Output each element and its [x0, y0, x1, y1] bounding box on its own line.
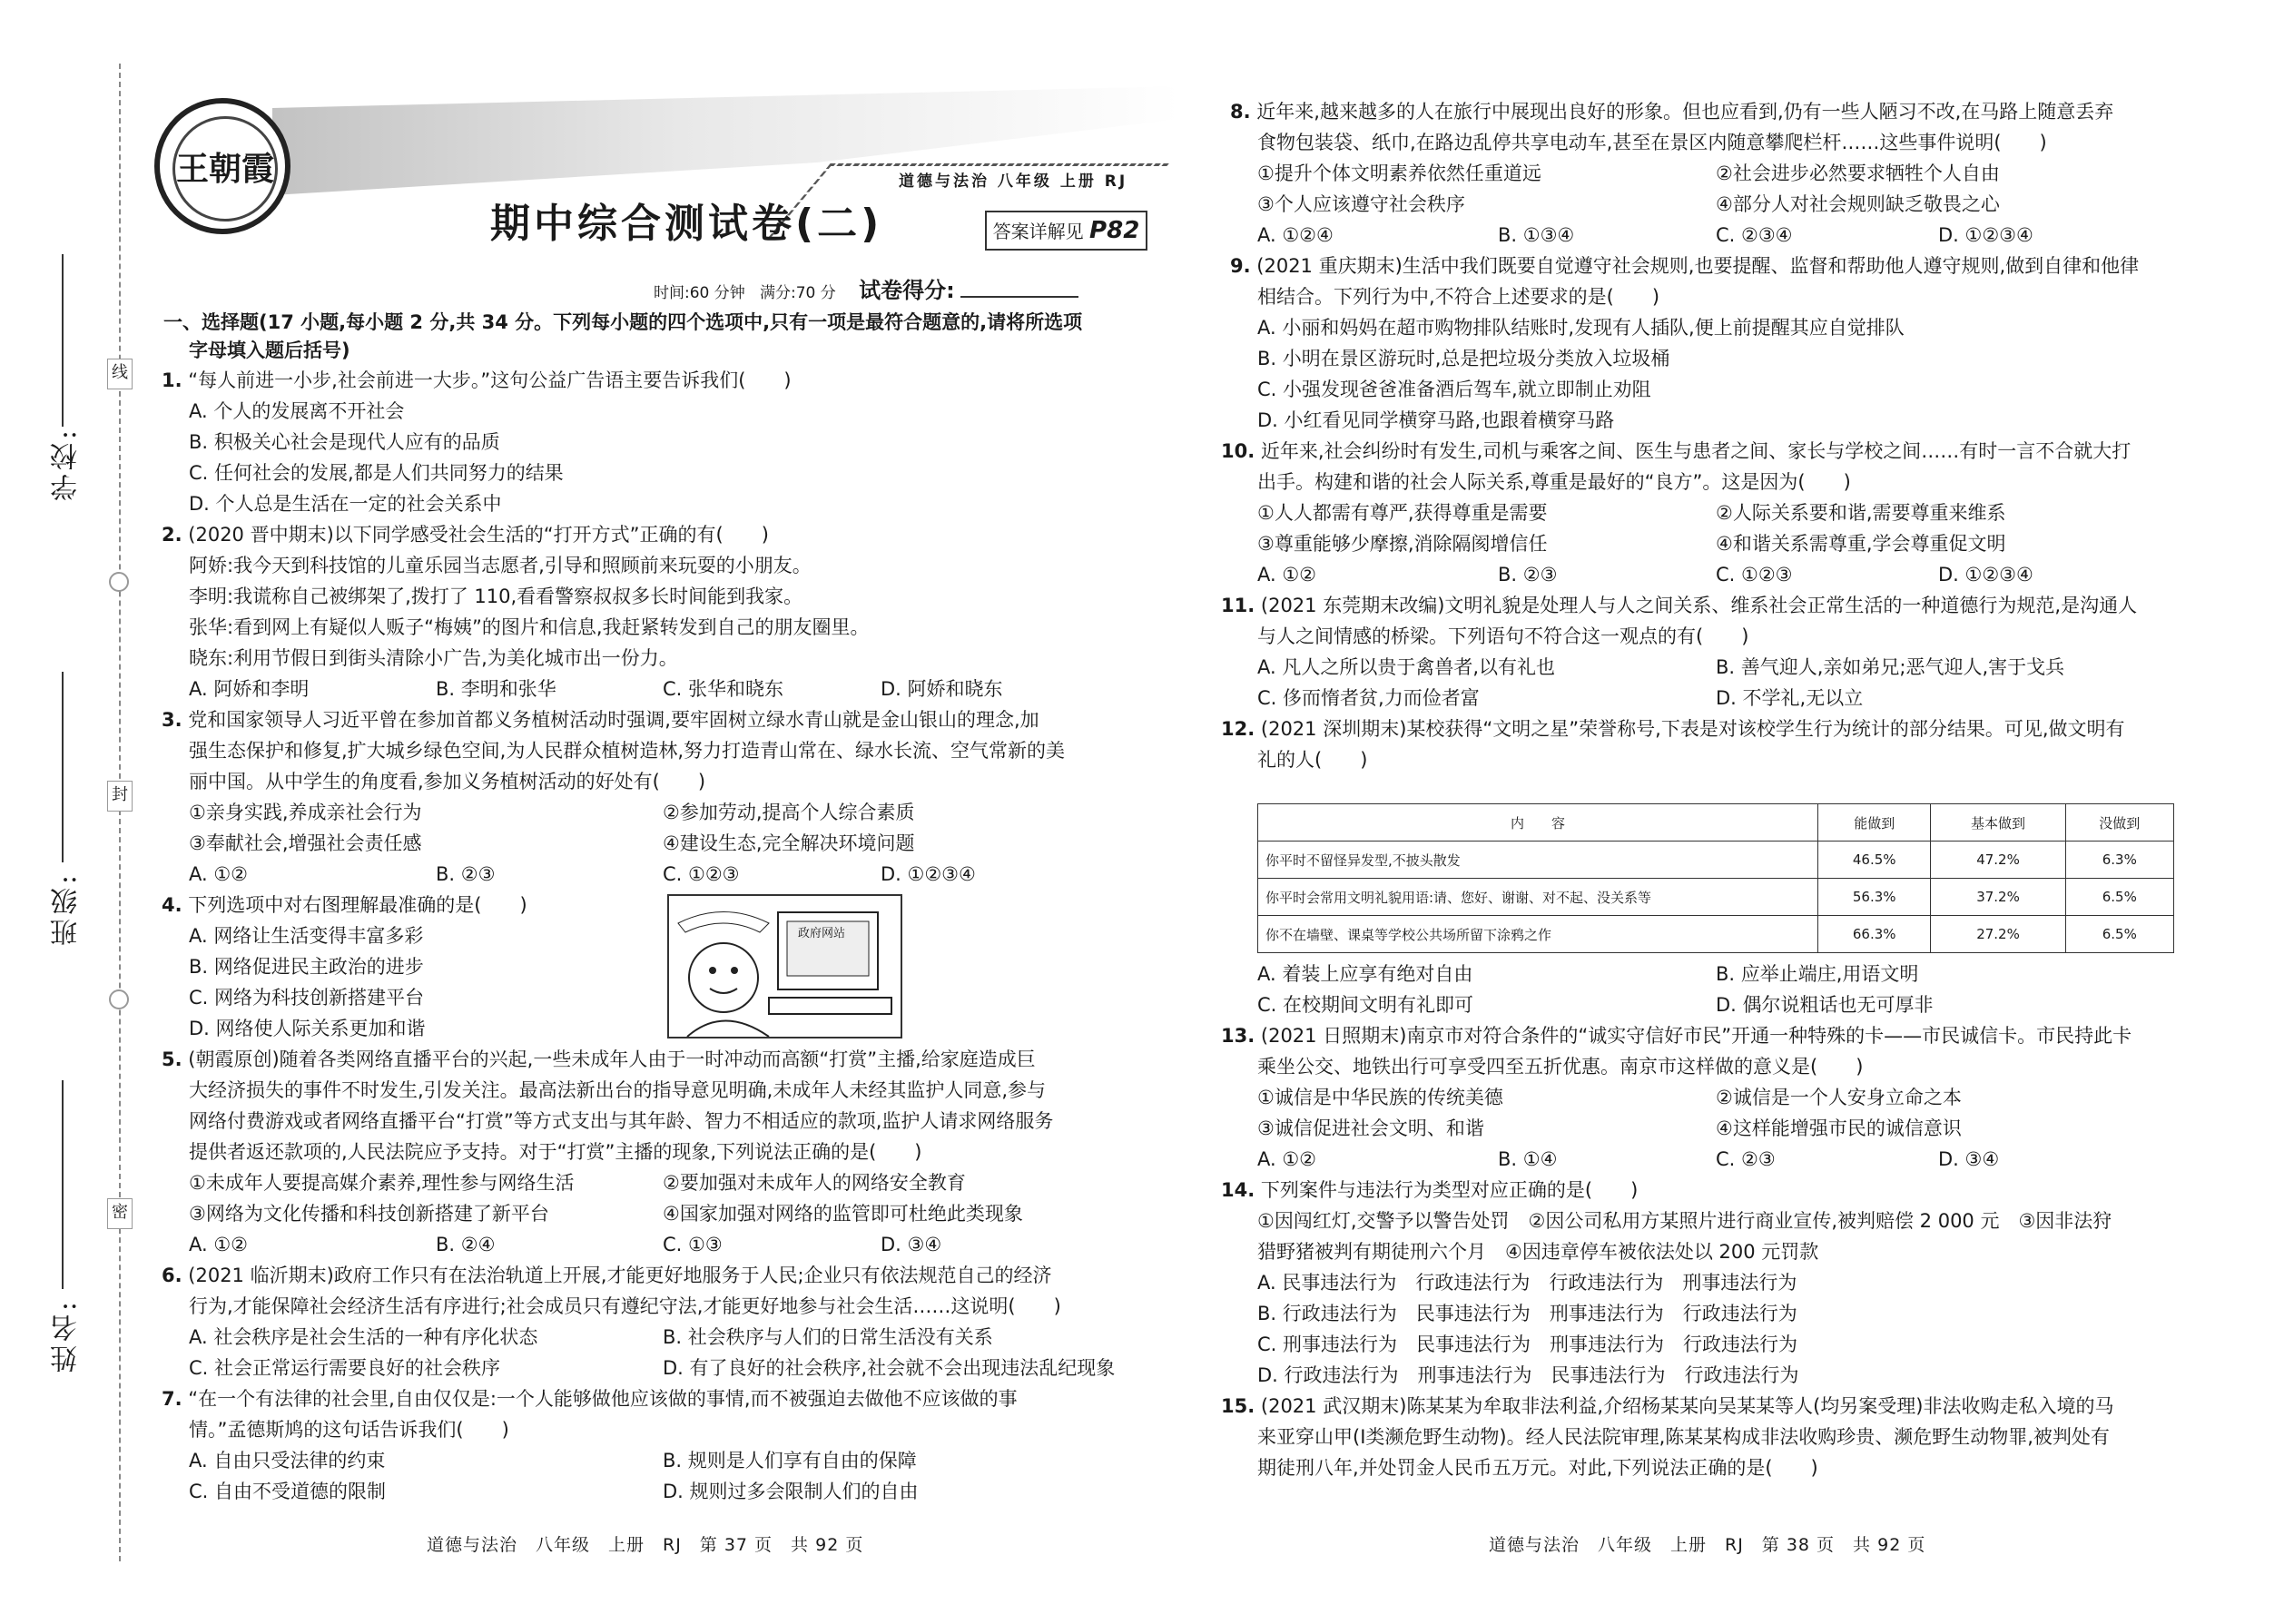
option-a: A. 阿娇和李明: [189, 678, 310, 700]
statement-1: ①人人都需有尊严,获得尊重是需要: [1257, 502, 1548, 524]
question-4: 4. 下列选项中对右图理解最准确的是( ): [162, 894, 527, 916]
class-field[interactable]: [62, 672, 64, 862]
option-a: A. ①②: [1257, 564, 1316, 586]
brand-logo: 王朝霞: [154, 98, 290, 234]
option-c: C. 自由不受道德的限制: [189, 1481, 387, 1502]
text-line: 出手。构建和谐的社会人际关系,尊重是最好的“良方”。这是因为( ): [1257, 471, 1851, 493]
option-a: A. 民事违法行为 行政违法行为 行政违法行为 刑事违法行为: [1257, 1272, 1797, 1294]
question-15: 15. (2021 武汉期末)陈某某为牟取非法利益,介绍杨某某向吴某某等人(均另案受理)非法收购走私入境的马: [1221, 1395, 2114, 1417]
option-c: C. 小强发现爸爸准备酒后驾车,就立即制止劝阻: [1257, 379, 1651, 400]
text-line: 相结合。下列行为中,不符合上述要求的是( ): [1257, 286, 1660, 308]
option-b: B. 小明在景区游玩时,总是把垃圾分类放入垃圾桶: [1257, 348, 1670, 369]
text-line: 李明:我谎称自己被绑架了,拨打了 110,看看警察叔叔多长时间能到我家。: [189, 586, 803, 607]
statement-2: ②人际关系要和谐,需要尊重来维系: [1716, 502, 2006, 524]
page-footer-left: 道德与法治 八年级 上册 RJ 第 37 页 共 92 页: [427, 1535, 864, 1555]
text-line: 晓东:利用节假日到街头清除小广告,为美化城市出一份力。: [189, 647, 678, 669]
option-a: A. 个人的发展离不开社会: [189, 400, 405, 422]
option-b: B. 应举止端庄,用语文明: [1716, 963, 1919, 985]
option-c: C. ②③④: [1716, 224, 1793, 246]
statement-2: ②社会进步必然要求牺牲个人自由: [1716, 162, 2000, 184]
option-b: B. ②③: [436, 863, 496, 885]
text-line: 期徒刑八年,并处罚金人民币五万元。对此,下列说法正确的是( ): [1257, 1457, 1818, 1479]
page-footer-right: 道德与法治 八年级 上册 RJ 第 38 页 共 92 页: [1489, 1535, 1926, 1555]
binding-ring-icon: [109, 989, 129, 1009]
statement-4: ④这样能增强市民的诚信意识: [1716, 1117, 1962, 1139]
text-line: 礼的人( ): [1257, 749, 1368, 771]
text-line: 阿娇:我今天到科技馆的儿童乐园当志愿者,引导和照顾前来玩耍的小朋友。: [189, 555, 812, 576]
seal-char-xian: 线: [107, 359, 133, 389]
text-line: 网络付费游戏或者网络直播平台“打赏”等方式支出与其年龄、智力不相适应的款项,监护人请求网络服务: [189, 1110, 1054, 1132]
option-c: C. 张华和晓东: [663, 678, 784, 700]
text-line: 来亚穿山甲(Ⅰ类濒危野生动物)。经人民法院审理,陈某某构成非法收购珍贵、濒危野生动物罪,被判处有: [1257, 1426, 2110, 1448]
option-a: A. 网络让生活变得丰富多彩: [189, 925, 424, 947]
page-title: 期中综合测试卷(二): [490, 201, 883, 247]
option-b: B. 行政违法行为 民事违法行为 刑事违法行为 行政违法行为: [1257, 1303, 1797, 1324]
name-field[interactable]: [62, 1080, 64, 1289]
option-c: C. 网络为科技创新搭建平台: [189, 987, 425, 1009]
option-c: C. 侈而惰者贫,力而俭者富: [1257, 687, 1480, 709]
option-b: B. ②③: [1498, 564, 1558, 586]
statement-1: ①提升个体文明素养依然任重道远: [1257, 162, 1541, 184]
statement-4: ④国家加强对网络的监管即可杜绝此类现象: [663, 1203, 1023, 1225]
question-5: 5. (朝霞原创)随着各类网络直播平台的兴起,一些未成年人由于一时冲动而高额“打赏”主播,给家庭造成巨: [162, 1048, 1036, 1070]
option-a: A. 小丽和妈妈在超市购物排队结账时,发现有人插队,便上前提醒其应自觉排队: [1257, 317, 1905, 339]
question-2: 2. (2020 晋中期末)以下同学感受社会生活的“打开方式”正确的有( ): [162, 524, 769, 546]
option-c: C. 任何社会的发展,都是人们共同努力的结果: [189, 462, 564, 484]
option-b: B. 李明和张华: [436, 678, 556, 700]
school-field[interactable]: [62, 254, 64, 427]
text-line: 猎野猪被判有期徒刑六个月 ④因违章停车被依法处以 200 元罚款: [1257, 1241, 1819, 1263]
binding-ring-icon: [109, 572, 129, 592]
statement-3: ③网络为文化传播和科技创新搭建了新平台: [189, 1203, 549, 1225]
school-label: 学校:: [51, 427, 83, 502]
question-8: 8. 近年来,越来越多的人在旅行中展现出良好的形象。但也应看到,仍有一些人陋习不改,在马路上随意丢弃: [1230, 101, 2114, 123]
statement-3: ③尊重能够少摩擦,消除隔阂增信任: [1257, 533, 1548, 555]
option-d: D. ①②③④: [1938, 564, 2033, 586]
text-line: 强生态保护和修复,扩大城乡绿色空间,为人民群众植树造林,努力打造青山常在、绿水长流、空气常新的美: [189, 740, 1066, 762]
statement-1: ①未成年人要提高媒介素养,理性参与网络生活: [189, 1172, 575, 1194]
text-line: 丽中国。从中学生的角度看,参加义务植树活动的好处有( ): [189, 771, 706, 792]
statement-2: ②参加劳动,提高个人综合素质: [663, 802, 915, 823]
option-d: D. 小红看见同学横穿马路,也跟着横穿马路: [1257, 409, 1615, 431]
answer-reference: 答案详解见 P82: [985, 211, 1147, 251]
seal-char-feng: 封: [107, 781, 133, 812]
option-b: B. 规则是人们享有自由的保障: [663, 1450, 917, 1471]
option-a: A. 社会秩序是社会生活的一种有序化状态: [189, 1326, 538, 1348]
option-d: D. ③④: [1938, 1148, 2000, 1170]
option-a: A. ①②④: [1257, 224, 1334, 246]
option-b: B. 社会秩序与人们的日常生活没有关系: [663, 1326, 993, 1348]
option-c: C. 社会正常运行需要良好的社会秩序: [189, 1357, 501, 1379]
name-label: 姓名:: [51, 1298, 83, 1373]
statement-4: ④建设生态,完全解决环境问题: [663, 832, 915, 854]
text-line: 行为,才能保障社会经济生活有序进行;社会成员只有遵纪守法,才能更好地参与社会生活……这说明( ): [189, 1295, 1061, 1317]
question-13: 13. (2021 日照期末)南京市对符合条件的“诚实守信好市民”开通一种特殊的卡——市民诚信卡。市民持此卡: [1221, 1025, 2132, 1047]
option-c: C. ①③: [663, 1234, 723, 1255]
text-line: 食物包装袋、纸巾,在路边乱停共享电动车,甚至在景区内随意攀爬栏杆……这些事件说明( ): [1257, 132, 2047, 153]
option-d: D. 行政违法行为 刑事违法行为 民事违法行为 行政违法行为: [1257, 1364, 1799, 1386]
statement-3: ③诚信促进社会文明、和谐: [1257, 1117, 1484, 1139]
option-b: B. ②④: [436, 1234, 496, 1255]
option-a: A. ①②: [189, 863, 248, 885]
text-line: ①因闯红灯,交警予以警告处罚 ②因公司私用方某照片进行商业宣传,被判赔偿 2 000 元 ③因非法狩: [1257, 1210, 2112, 1232]
text-line: 张华:看到网上有疑似人贩子“梅姨”的图片和信息,我赶紧转发到自己的朋友圈里。: [189, 616, 870, 638]
statement-1: ①诚信是中华民族的传统美德: [1257, 1087, 1503, 1108]
text-line: 与人之间情感的桥梁。下列语句不符合这一观点的有( ): [1257, 625, 1749, 647]
table-row: 你平时不留怪异发型,不披头散发 46.5% 47.2% 6.3%: [1258, 842, 2174, 879]
statistics-table: [1257, 803, 2174, 953]
option-d: D. 阿娇和晓东: [881, 678, 1003, 700]
statement-2: ②诚信是一个人安身立命之本: [1716, 1087, 1962, 1108]
text-line: 乘坐公交、地铁出行可享受四至五折优惠。南京市这样做的意义是( ): [1257, 1056, 1864, 1078]
cartoon-illustration: [667, 894, 902, 1038]
option-d: D. 有了良好的社会秩序,社会就不会出现违法乱纪现象: [663, 1357, 1116, 1379]
table-row: 你不在墙壁、课桌等学校公共场所留下涂鸦之作 66.3% 27.2% 6.5%: [1258, 916, 2174, 953]
text-line: 大经济损失的事件不时发生,引发关注。最高法新出台的指导意见明确,未成年人未经其监护人同意,参与: [189, 1079, 1047, 1101]
option-b: B. ①③④: [1498, 224, 1575, 246]
option-d: D. 不学礼,无以立: [1716, 687, 1864, 709]
option-a: A. ①②: [189, 1234, 248, 1255]
option-b: B. 善气迎人,亲如弟兄;恶气迎人,害于戈兵: [1716, 656, 2065, 678]
table-row: 你平时会常用文明礼貌用语:请、您好、谢谢、对不起、没关系等 56.3% 37.2% 6.5%: [1258, 879, 2174, 916]
question-14: 14. 下列案件与违法行为类型对应正确的是( ): [1221, 1179, 1639, 1201]
option-d: D. ①②③④: [881, 863, 976, 885]
option-a: A. 自由只受法律的约束: [189, 1450, 386, 1471]
option-c: C. ①②③: [663, 863, 740, 885]
statement-3: ③奉献社会,增强社会责任感: [189, 832, 422, 854]
question-11: 11. (2021 东莞期末改编)文明礼貌是处理人与人之间关系、维系社会正常生活的一种道德行为规范,是沟通人: [1221, 595, 2138, 616]
question-12: 12. (2021 深圳期末)某校获得“文明之星”荣誉称号,下表是对该校学生行为统计的部分结果。可见,做文明有: [1221, 718, 2125, 740]
seal-char-mi: 密: [107, 1198, 133, 1229]
option-c: C. 刑事违法行为 民事违法行为 刑事违法行为 行政违法行为: [1257, 1334, 1798, 1355]
option-d: D. ①②③④: [1938, 224, 2033, 246]
question-10: 10. 近年来,社会纠纷时有发生,司机与乘客之间、医生与患者之间、家长与学校之间……有时一言不合就大打: [1221, 440, 2132, 462]
option-a: A. 着装上应享有绝对自由: [1257, 963, 1473, 985]
cartoon-caption: 政府网站: [798, 927, 846, 940]
question-9: 9. (2021 重庆期末)生活中我们既要自觉遵守社会规则,也要提醒、监督和帮助他人遵守规则,做到自律和他律: [1230, 255, 2140, 277]
cut-line: [119, 64, 121, 1561]
question-6: 6. (2021 临沂期末)政府工作只有在法治轨道上开展,才能更好地服务于人民;企业只有依法规范自己的经济: [162, 1265, 1052, 1286]
text-line: 提供者返还款项的,人民法院应予支持。对于“打赏”主播的现象,下列说法正确的是( ): [189, 1141, 922, 1163]
question-3: 3. 党和国家领导人习近平曾在参加首都义务植树活动时强调,要牢固树立绿水青山就是金山银山的理念,加: [162, 709, 1039, 731]
option-b: B. 网络促进民主政治的进步: [189, 956, 424, 978]
option-c: C. ①②③: [1716, 564, 1793, 586]
text-line: 情。”孟德斯鸠的这句话告诉我们( ): [189, 1419, 509, 1441]
option-d: D. 偶尔说粗话也无可厚非: [1716, 994, 1934, 1016]
option-d: D. 规则过多会限制人们的自由: [663, 1481, 919, 1502]
section-title-cont: 字母填入题后括号): [189, 340, 350, 361]
score-field[interactable]: [960, 296, 1078, 298]
subject-tag: 道德与法治 八年级 上册 RJ: [899, 172, 1128, 191]
statement-3: ③个人应该遵守社会秩序: [1257, 193, 1465, 215]
option-a: A. ①②: [1257, 1148, 1316, 1170]
option-b: B. 积极关心社会是现代人应有的品质: [189, 431, 500, 453]
statement-2: ②要加强对未成年人的网络安全教育: [663, 1172, 966, 1194]
option-c: C. ②③: [1716, 1148, 1776, 1170]
class-label: 班级:: [51, 871, 83, 947]
option-d: D. 个人总是生活在一定的社会关系中: [189, 493, 502, 515]
option-d: D. 网络使人际关系更加和谐: [189, 1018, 426, 1039]
question-1: 1. “每人前进一小步,社会前进一大步。”这句公益广告语主要告诉我们( ): [162, 369, 792, 391]
option-c: C. 在校期间文明有礼即可: [1257, 994, 1474, 1016]
statement-4: ④和谐关系需尊重,学会尊重促文明: [1716, 533, 2006, 555]
option-a: A. 凡人之所以贵于禽兽者,以有礼也: [1257, 656, 1556, 678]
table-header-row: 内 容 能做到 基本做到 没做到: [1258, 804, 2174, 842]
statement-4: ④部分人对社会规则缺乏敬畏之心: [1716, 193, 2000, 215]
option-d: D. ③④: [881, 1234, 942, 1255]
statement-1: ①亲身实践,养成亲社会行为: [189, 802, 422, 823]
question-7: 7. “在一个有法律的社会里,自由仅仅是:一个人能够做他应该做的事情,而不被强迫去做他不应该做的事: [162, 1388, 1018, 1410]
option-b: B. ①④: [1498, 1148, 1558, 1170]
exam-meta: 时间:60 分钟 满分:70 分 试卷得分:: [654, 272, 1078, 304]
section-title: 一、选择题(17 小题,每小题 2 分,共 34 分。下列每小题的四个选项中,只有一项是最符合题意的,请将所选项: [163, 311, 1083, 333]
